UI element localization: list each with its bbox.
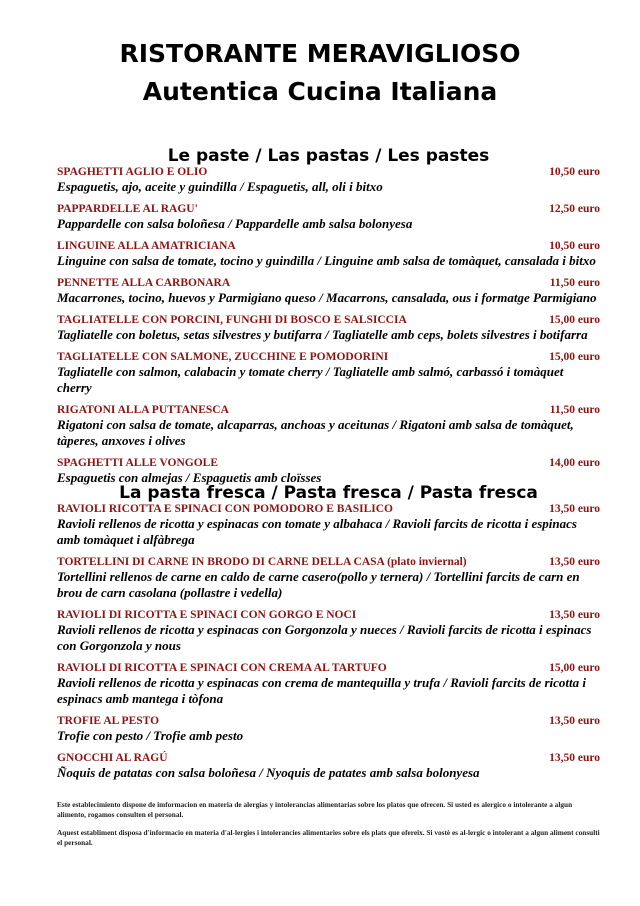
dish-price: 10,50 euro xyxy=(549,240,600,252)
dish-price: 14,00 euro xyxy=(549,457,600,469)
dish-price: 12,50 euro xyxy=(549,203,600,215)
dish-description: Ravioli rellenos de ricotta y espinacas con crema de mantequilla y trufa / Ravioli farcits de ricotta i espinacs amb mantega i tòfona xyxy=(57,675,586,706)
dish-name: SPAGHETTI AGLIO E OLIO xyxy=(57,166,208,178)
menu-item xyxy=(57,314,600,343)
dish-name: SPAGHETTI ALLE VONGOLE xyxy=(57,457,219,469)
menu-item xyxy=(57,457,600,486)
menu-item xyxy=(57,404,600,449)
menu-item xyxy=(57,277,600,306)
dish-price: 11,50 euro xyxy=(549,404,600,416)
dish-price: 15,00 euro xyxy=(549,662,600,674)
dish-description: Rigatoni con salsa de tomate, alcaparras, anchoas y aceitunas / Rigatoni amb salsa de tomàquet, tàperes, anxoves i olives xyxy=(57,417,574,448)
dish-name: RAVIOLI DI RICOTTA E SPINACI CON GORGO E NOCI xyxy=(57,609,357,621)
dish-name: TROFIE AL PESTO xyxy=(57,715,160,727)
menu-item xyxy=(57,752,600,781)
dish-description: Tagliatelle con salmon, calabacin y tomate cherry / Tagliatelle amb salmó, carbassó i tomàquet cherry xyxy=(57,364,564,395)
dish-name: GNOCCHI AL RAGÚ xyxy=(57,752,168,764)
menu-item xyxy=(57,503,600,548)
dish-price: 10,50 euro xyxy=(549,166,600,178)
menu-item xyxy=(57,240,600,269)
dish-price: 11,50 euro xyxy=(549,277,600,289)
section-pastas xyxy=(57,146,600,494)
dish-description: Linguine con salsa de tomate, tocino y guindilla / Linguine amb salsa de tomàquet, cansalada i bitxo xyxy=(57,253,596,268)
dish-price: 13,50 euro xyxy=(549,503,600,515)
restaurant-tagline: Autentica Cucina Italiana xyxy=(142,77,498,106)
dish-price: 13,50 euro xyxy=(549,752,600,764)
restaurant-name: RISTORANTE MERAVIGLIOSO xyxy=(119,39,521,68)
section-title: La pasta fresca / Pasta fresca / Pasta fresca xyxy=(119,483,538,503)
dish-name: PAPPARDELLE AL RAGU' xyxy=(57,203,198,215)
dish-description: Espaguetis, ajo, aceite y guindilla / Espaguetis, all, oli i bitxo xyxy=(57,179,383,194)
dish-price: 13,50 euro xyxy=(549,556,600,568)
menu-item xyxy=(57,662,600,707)
menu-item xyxy=(57,166,600,195)
dish-price: 13,50 euro xyxy=(549,609,600,621)
menu-item xyxy=(57,715,600,744)
menu-item xyxy=(57,203,600,232)
dish-description: Ñoquis de patatas con salsa boloñesa / Nyoquis de patates amb salsa bolonyesa xyxy=(57,765,480,780)
dish-name: RAVIOLI DI RICOTTA E SPINACI CON CREMA AL TARTUFO xyxy=(57,662,387,674)
dish-price: 15,00 euro xyxy=(549,314,600,326)
dish-name: PENNETTE ALLA CARBONARA xyxy=(57,277,231,289)
dish-description: Ravioli rellenos de ricotta y espinacas con tomate y albahaca / Ravioli farcits de ricotta i espinacs amb tomàquet i alfàbrega xyxy=(57,516,577,547)
section-pasta-fresca xyxy=(57,483,600,789)
dish-name: LINGUINE ALLA AMATRICIANA xyxy=(57,240,236,252)
dish-name: RAVIOLI RICOTTA E SPINACI CON POMODORO E BASILICO xyxy=(57,503,394,515)
dish-price: 15,00 euro xyxy=(549,351,600,363)
menu-item xyxy=(57,556,600,601)
dish-description: Tagliatelle con boletus, setas silvestres y butifarra / Tagliatelle amb ceps, bolets silvestres i botifarra xyxy=(57,327,588,342)
dish-name: TORTELLINI DI CARNE IN BRODO DI CARNE DELLA CASA (plato inviernal) xyxy=(57,556,467,568)
dish-name: RIGATONI ALLA PUTTANESCA xyxy=(57,404,229,416)
allergy-note-ca: Aquest establiment disposa d'informacio en materia d'al-lergies i intolerancies alimentaries sobre els plats que ofereix. Si vostè es al-lergic o intolerant a algun aliment consulti el personal. xyxy=(57,828,600,847)
dish-description: Pappardelle con salsa boloñesa / Pappardelle amb salsa bolonyesa xyxy=(57,216,413,231)
menu-item xyxy=(57,351,600,396)
dish-description: Espaguetis con almejas / Espaguetis amb cloïsses xyxy=(57,470,322,485)
dish-description: Trofie con pesto / Trofie amb pesto xyxy=(57,728,244,743)
section-title: Le paste / Las pastas / Les pastes xyxy=(167,146,490,166)
dish-name: TAGLIATELLE CON PORCINI, FUNGHI DI BOSCO E SALSICCIA xyxy=(57,314,407,326)
dish-price: 13,50 euro xyxy=(549,715,600,727)
allergy-note-es: Este establecimiento dispone de imformacion en materia de alergias y intolerancias alimentarias sobre los platos que ofrecen. Si usted es alergico o intolerante a algun alimento, rogamos consulten el personal. xyxy=(57,800,573,819)
dish-description: Macarrones, tocino, huevos y Parmigiano queso / Macarrons, cansalada, ous i formatge Parmigiano xyxy=(57,290,597,305)
dish-name: TAGLIATELLE CON SALMONE, ZUCCHINE E POMODORINI xyxy=(57,351,389,363)
dish-description: Tortellini rellenos de carne en caldo de carne casero(pollo y ternera) / Tortellini farcits de carn en brou de carn casolana (pollastre i vedella) xyxy=(57,569,580,600)
menu-item xyxy=(57,609,600,654)
dish-description: Ravioli rellenos de ricotta y espinacas con Gorgonzola y nueces / Ravioli farcits de ricotta i espinacs con Gorgonzola y nous xyxy=(57,622,592,653)
